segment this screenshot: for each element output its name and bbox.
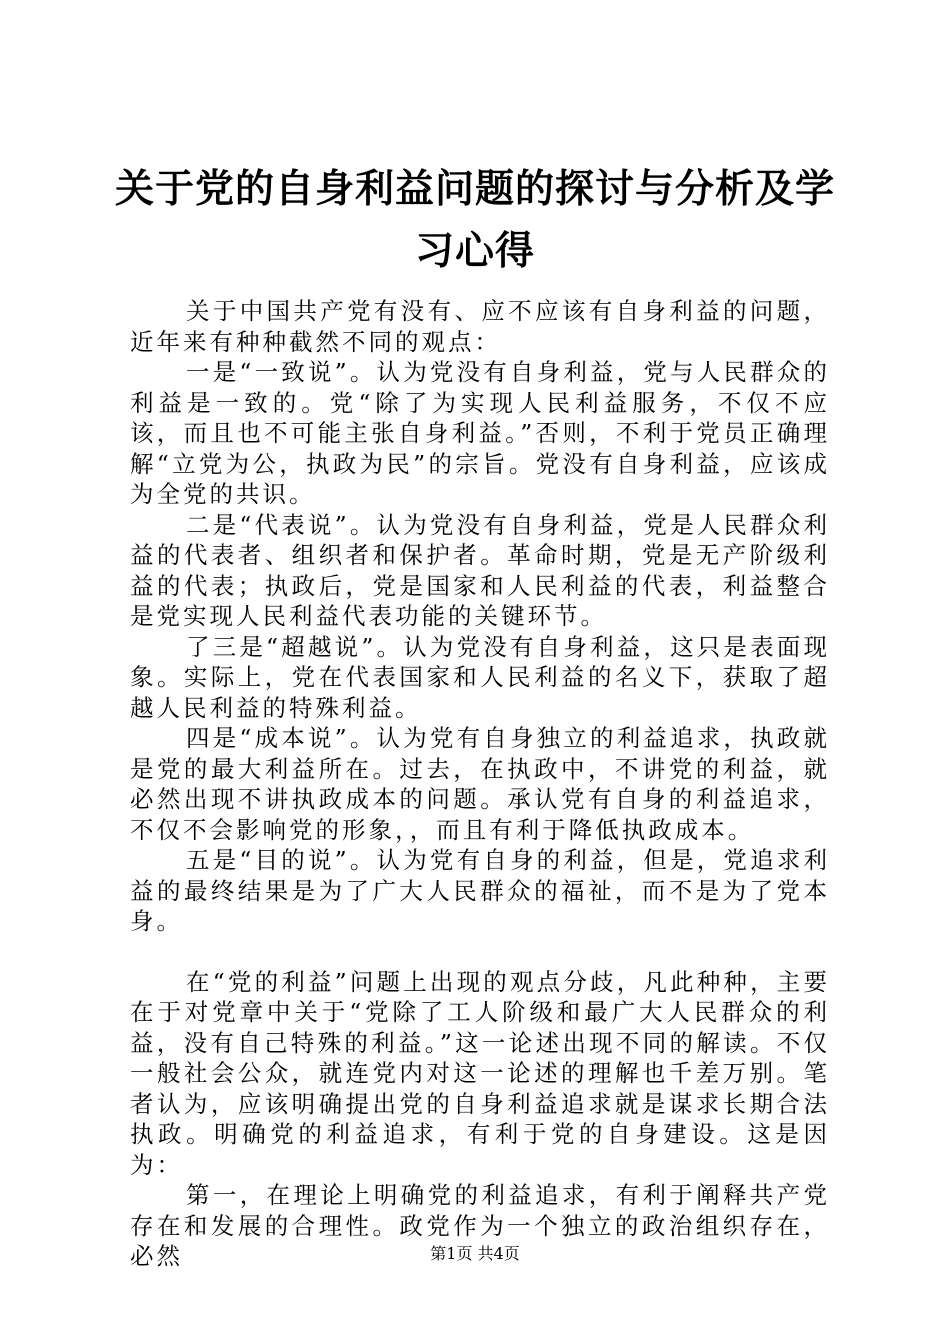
paragraph-view-1: 一是“一致说”。认为党没有自身利益，党与人民群众的利益是一致的。党“除了为实现人民利益服务，不仅不应该，而且也不可能主张自身利益。”否则，不利于党员正确理解“立党为公，执政为民”的宗旨。党没有自身利益，应该成为全党的共识。 bbox=[130, 358, 830, 508]
paragraph-first-reason: 第一，在理论上明确党的利益追求，有利于阐释共产党存在和发展的合理性。政党作为一个独立的政治组织存在，必然 bbox=[130, 1181, 830, 1270]
document-body bbox=[130, 296, 830, 1272]
page-footer: 第1页 共4页 bbox=[430, 1244, 520, 1263]
paragraph-view-4: 四是“成本说”。认为党有自身独立的利益追求，执政就是党的最大利益所在。过去，在执政中，不讲党的利益，就必然出现不讲执政成本的问题。承认党有自身的利益追求，不仅不会影响党的形象，，而且有利于降低执政成本。 bbox=[130, 724, 830, 844]
paragraph-intro: 关于中国共产党有没有、应不应该有自身利益的问题，近年来有种种截然不同的观点： bbox=[130, 297, 830, 356]
document-title: 关于党的自身利益问题的探讨与分析及学习心得 bbox=[114, 166, 835, 274]
paragraph-view-3: 了三是“超越说”。认为党没有自身利益，这只是表面现象。实际上，党在代表国家和人民利益的名义下，获取了超越人民利益的特殊利益。 bbox=[130, 632, 830, 722]
paragraph-analysis: 在“党的利益”问题上出现的观点分歧，凡此种种，主要在于对党章中关于“党除了工人阶级和最广大人民群众的利益，没有自己特殊的利益。”这一论述出现不同的解读。不仅一般社会公众，就连党内对这一论述的理解也千差万别。笔者认为，应该明确提出党的自身利益追求就是谋求长期合法执政。明确党的利益追求，有利于党的自身建设。这是因为： bbox=[130, 967, 830, 1179]
paragraph-view-2: 二是“代表说”。认为党没有自身利益，党是人民群众利益的代表者、组织者和保护者。革命时期，党是无产阶级利益的代表；执政后，党是国家和人民利益的代表，利益整合是党实现人民利益代表功能的关键环节。 bbox=[130, 510, 830, 630]
paragraph-view-5: 五是“目的说”。认为党有自身的利益，但是，党追求利益的最终结果是为了广大人民群众的福祉，而不是为了党本身。 bbox=[130, 846, 830, 935]
